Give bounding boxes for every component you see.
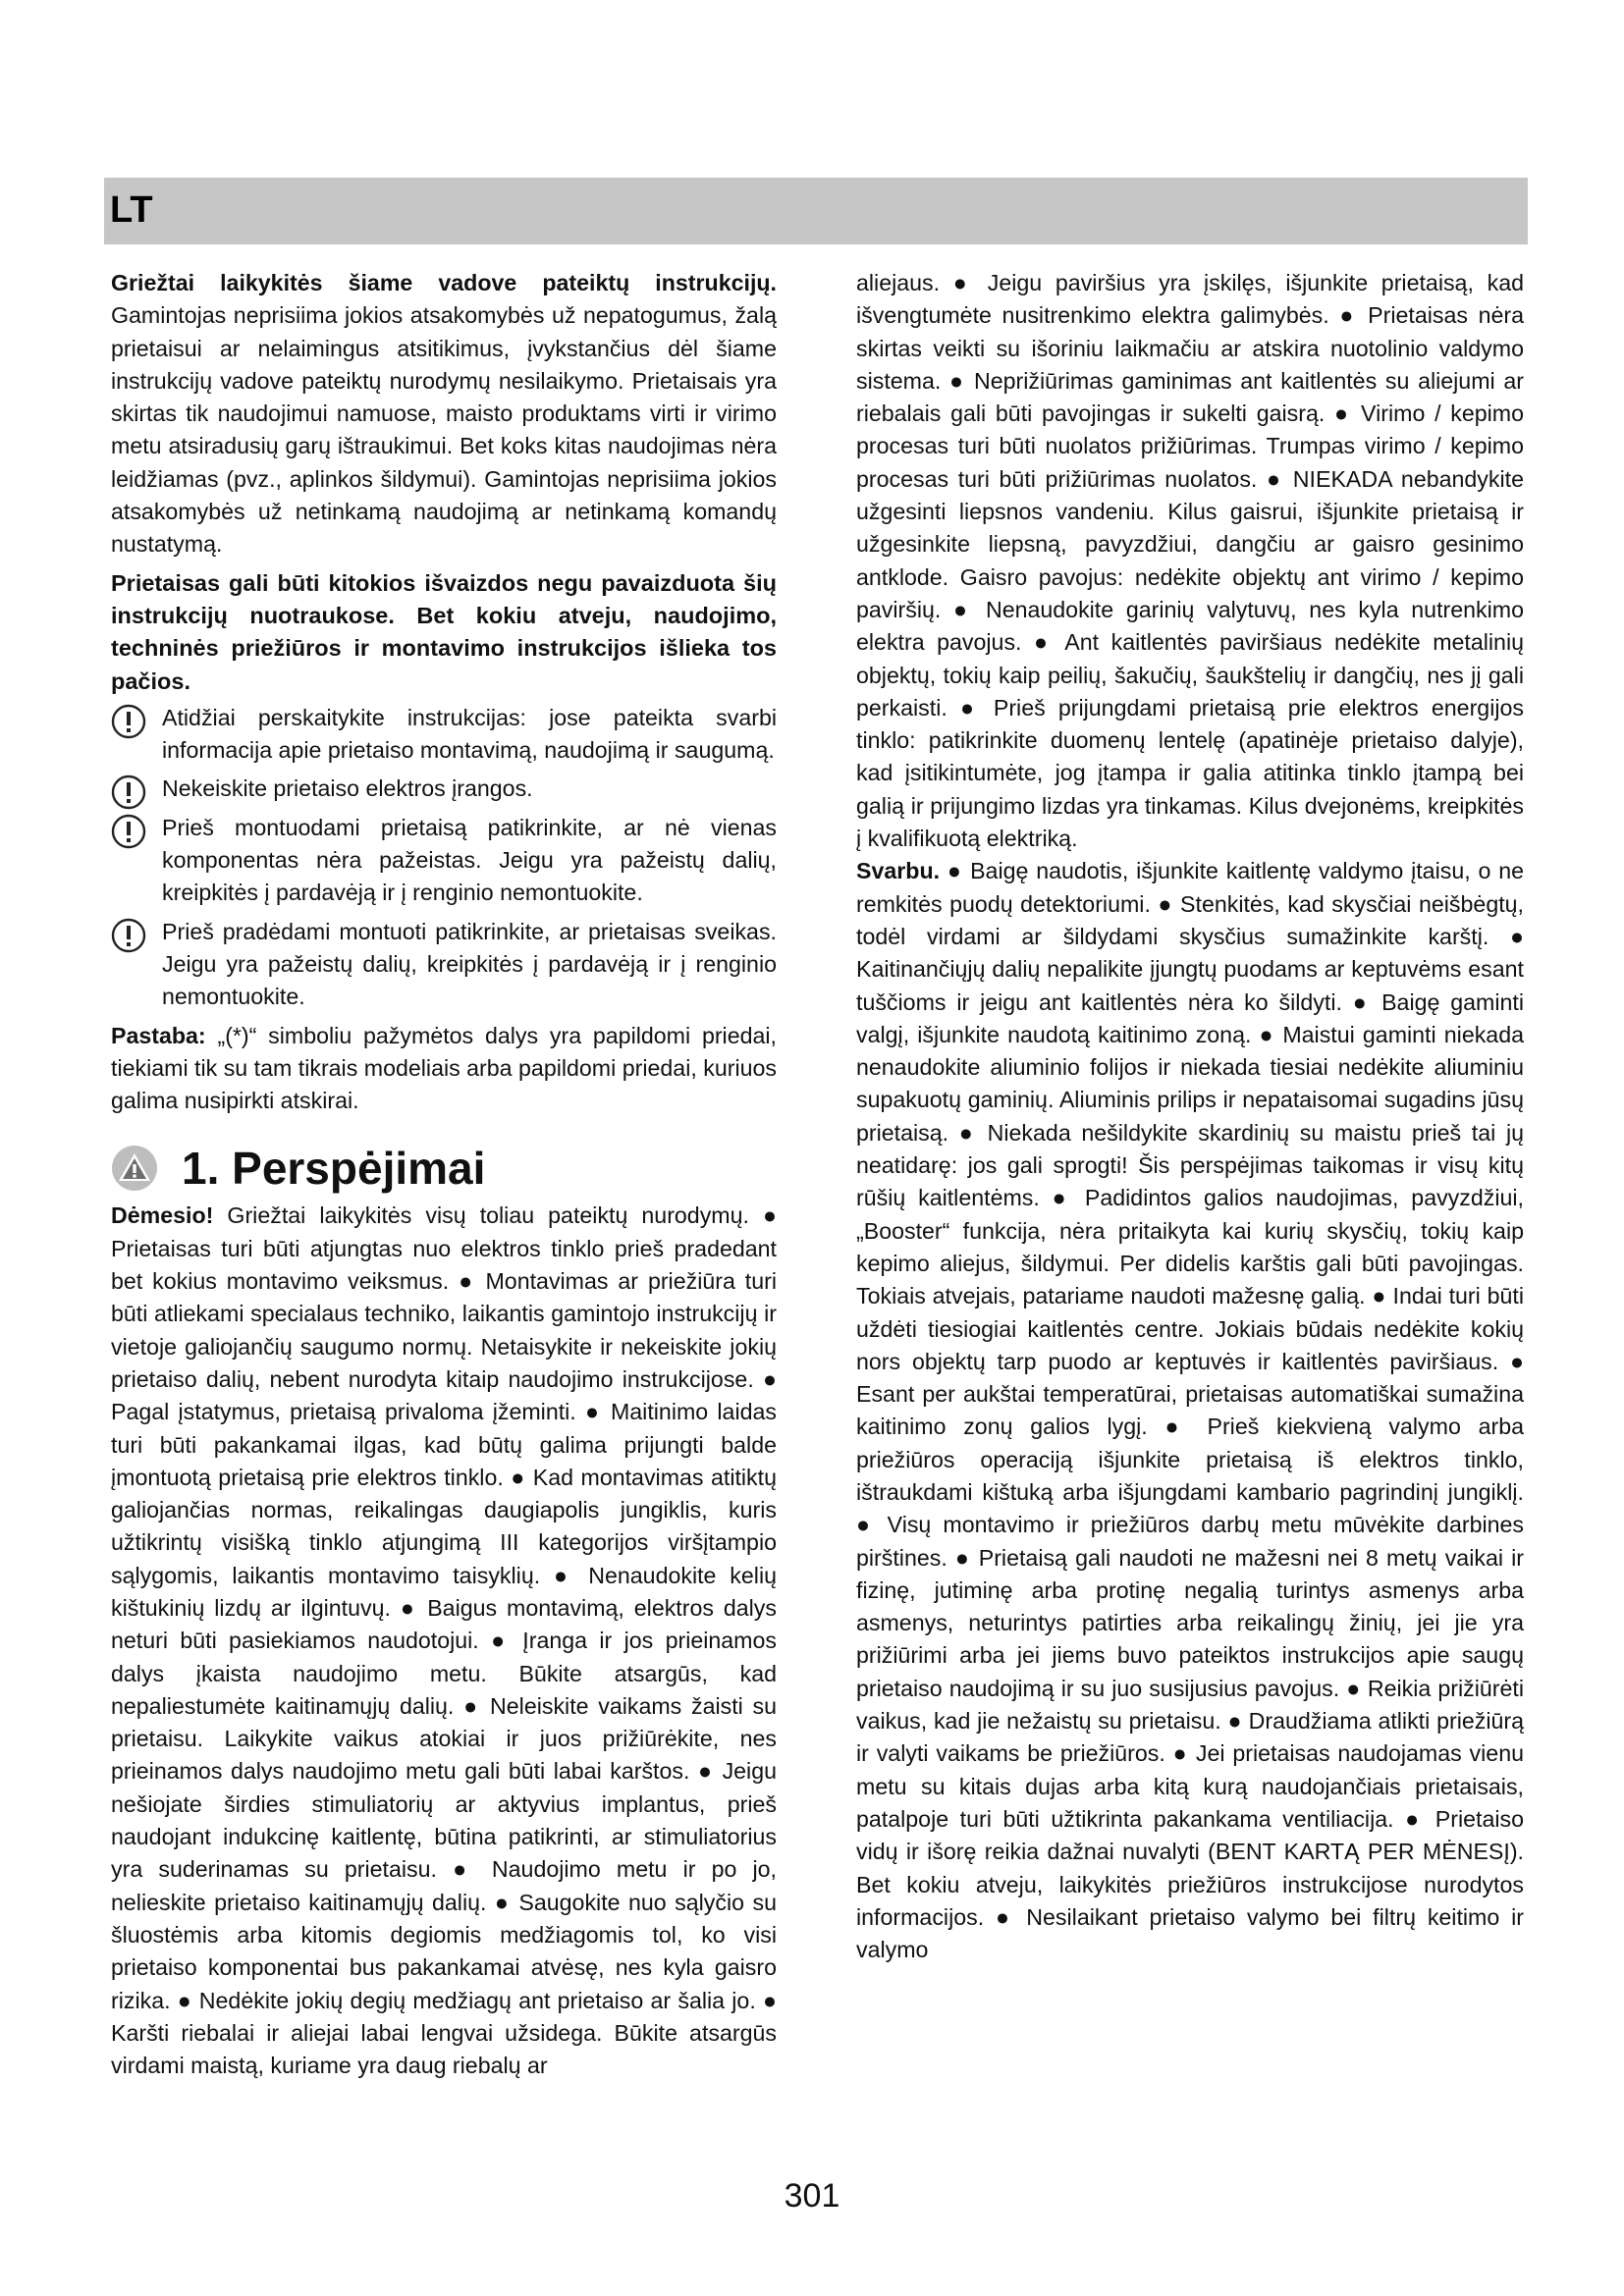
note-text: Prieš montuodami prietaisą patikrinkite, ar nė vienas komponentas nėra pažeistas. Jeigu yra pažeistų dalių, kreipkitės į pardavėją ir į renginio nemontuokite. bbox=[162, 814, 777, 906]
demesio-text: Griežtai laikykitės visų toliau pateiktų nurodymų. ● Prietaisas turi būti atjungtas nuo elektros tinklo prieš pradedant bet kokius montavimo veiksmus. ● Montavimas ar priežiūra turi būti atliekami specialaus techniko, laikantis gamintojo instrukcijų ir vietoje galiojančių saugumo normų. Netaisykite ir nekeiskite jokių prietaiso dalių, nebent nurodyta kitaip naudojimo instrukcijose. ● Pagal įstatymus, prietaisą privaloma įžeminti. ● Maitinimo laidas turi būti pakankamai ilgas, kad būtų galima prijungti balde įmontuotą prietaisą prie elektros tinklo. ● Kad montavimas atitiktų galiojančias normas, reikalingas daugiapolis jungiklis, kuris užtikrintų visišką tinklo atjungimą III kategorijos viršįtampio sąlygomis, laikantis montavimo taisyklių. ● Nenaudokite kelių kištukinių lizdų ar ilgintuvų. ● Baigus montavimą, elektros dalys neturi būti pasiekiamos naudotojui. ● Įranga ir jos prieinamos dalys įkaista naudojimo metu. Būkite atsargūs, kad nepaliestumėte kaitinamųjų dalių. ● Neleiskite vaikams žaisti su prietaisu. Laikykite vaikus atokiai ir juos prižiūrėkite, nes prieinamos dalys naudojimo metu gali būti labai karštos. ● Jeigu nešiojate širdies stimuliatorių ar aktyvius implantus, prieš naudojant indukcinę kaitlentę, būtina patikrinti, ar stimuliatorius yra suderinamas su prietaisu. ● Naudojimo metu ir po jo, nelieskite prietaiso kaitinamųjų dalių. ● Saugokite nuo sąlyčio su šluostėmis arba kitomis degiomis medžiagomis tol, ko visi prietaiso komponentai bus pakankamai atvėsę, nes kyla gaisro rizika. ● Nedėkite jokių degių medžiagų ant prietaiso ar šalia jo. ● Karšti riebalai ir aliejai labai lengvai užsidega. Būkite atsargūs virdami maistą, kuriame yra daug riebalų ar bbox=[111, 1202, 777, 2079]
info-circle-icon bbox=[111, 918, 146, 953]
note-text: Nekeiskite prietaiso elektros įrangos. bbox=[162, 775, 533, 802]
svarbu-paragraph bbox=[856, 855, 1524, 1966]
language-header-bar bbox=[104, 178, 1528, 244]
svarbu-text: ● Baigę naudotis, išjunkite kaitlentę valdymo įtaisu, o ne remkitės puodų detektoriumi. ● Stenkitės, kad skysčiai neišbėgtų, todėl virdami ar šildydami skysčius sumažinkite karštį. ● Kaitinančiųjų dalių nepalikite įjungtų puodams ar keptuvėms esant tuščioms ir jeigu ant kaitlentės nėra ko šildyti. ● Baigę gaminti valgį, išjunkite naudotą kaitinimo zoną. ● Maistui gaminti niekada nenaudokite aliuminio folijos ir niekada tiesiai nedėkite aliuminiu supakuotų gaminių. Aliuminis prilips ir nepataisomai sugadins jūsų prietaisą. ● Niekada nešildykite skardinių su maistu prieš tai jų neatidarę: jos gali sprogti! Šis perspėjimas taikomas ir visų kitų rūšių kaitlentėms. ● Padidintos galios naudojimas, pavyzdžiui, „Booster“ funkcija, nėra pritaikyta kai kurių skysčių, tokių kaip kepimo aliejus, šildymui. Per didelis karštis gali būti pavojingas. Tokiais atvejais, patariame naudoti mažesnę galią. ● Indai turi būti uždėti tiesiogiai kaitlentės centre. Jokiais būdais nedėkite kokių nors objektų tarp puodo ar keptuvės ir kaitlentės paviršiaus. ● Esant per aukštai temperatūrai, prietaisas automatiškai sumažina kaitinimo zonų galios lygį. ● Prieš kiekvieną valymo arba priežiūros operaciją išjunkite prietaisą iš elektros tinklo, ištraukdami kištuką arba išjungdami kambario pagrindinį jungiklį. ● Visų montavimo ir priežiūros darbų metu mūvėkite darbines pirštines. ● Prietaisą gali naudoti ne mažesni nei 8 metų vaikai ir fizinę, jutiminę arba protinę negalią turintys asmenys arba asmenys, neturintys patirties arba reikalingų žinių, jei jie yra prižiūrimi arba jei jiems buvo pateiktos instrukcijos apie saugų prietaiso naudojimą ir su juo susijusius pavojus. ● Reikia prižiūrėti vaikus, kad jie nežaistų su prietaisu. ● Draudžiama atlikti priežiūrą ir valyti vaikams be priežiūros. ● Jei prietaisas naudojamas vienu metu su kitais dujas arba kitą kurą naudojančiais prietaisais, patalpoje turi būti užtikrinta pakankama ventiliacija. ● Prietaiso vidų ir išorę reikia dažnai nuvalyti (BENT KARTĄ PER MĖNESĮ). Bet kokiu atveju, laikykitės priežiūros instrukcijose nurodytos informacijos. ● Nesilaikant prietaiso valymo bei filtrų keitimo ir valymo bbox=[856, 858, 1524, 1963]
note-item bbox=[111, 812, 777, 910]
left-column bbox=[111, 267, 777, 2082]
intro-paragraph bbox=[111, 267, 777, 561]
pastaba-paragraph bbox=[111, 1020, 777, 1118]
pastaba-label: Pastaba: bbox=[111, 1022, 206, 1048]
note-item bbox=[111, 702, 777, 768]
note-item bbox=[111, 773, 777, 805]
demesio-label: Dėmesio! bbox=[111, 1202, 214, 1229]
appearance-note: Prietaisas gali būti kitokios išvaizdos negu pavaizduota šių instrukcijų nuotraukose. Bet kokiu atveju, naudojimo, techninės priežiūros ir montavimo instrukcijos išlieka tos pačios. bbox=[111, 569, 777, 694]
note-text: Prieš pradėdami montuoti patikrinkite, ar prietaisas sveikas. Jeigu yra pažeistų dalių, kreipkitės į pardavėją ir į renginio nemontuokite. bbox=[162, 918, 777, 1010]
language-code: LT bbox=[110, 189, 153, 231]
warnings-paragraph bbox=[111, 1200, 777, 2082]
pastaba-text: „(*)“ simboliu pažymėtos dalys yra papildomi priedai, tiekiami tik su tam tikrais modeliais arba papildomi priedai, kuriuos galima nusipirkti atskirai. bbox=[111, 1022, 777, 1114]
note-item bbox=[111, 916, 777, 1014]
intro-text: Gamintojas neprisiima jokios atsakomybės už nepatogumus, žalą prietaisui ar nelaimingus atsitikimus, įvykstančius dėl šiame instrukcijų vadove pateiktų nurodymų nesilaikymo. Prietaisais yra skirtas tik naudojimui namuose, maisto produktams virti ir virimo metu atsiradusių garų ištraukimui. Bet koks kitas naudojimas nėra leidžiamas (pvz., aplinkos šildymui). Gamintojas neprisiima jokios atsakomybės už netinkamą naudojimą ar netinkamą komandų nustatymą. bbox=[111, 302, 777, 558]
section-heading bbox=[111, 1143, 777, 1194]
right-paragraph-1: aliejaus. ● Jeigu paviršius yra įskilęs, išjunkite prietaisą, kad išvengtumėte nusitrenkimo elektra galimybės. ● Prietaisas nėra skirtas veikti su išoriniu laikmačiu ar atskira nuotolinio valdymo sistema. ● Neprižiūrimas gaminimas ant kaitlentės su aliejumi ar riebalais gali būti pavojingas ir sukelti gaisrą. ● Virimo / kepimo procesas turi būti nuolatos prižiūrimas. Trumpas virimo / kepimo procesas turi būti prižiūrimas nuolatos. ● NIEKADA nebandykite užgesinti liepsnos vandeniu. Kilus gaisrui, išjunkite prietaisą ir užgesinkite liepsną, pavyzdžiui, dangčiu ar gaisro gesinimo antklode. Gaisro pavojus: nedėkite objektų ant virimo / kepimo paviršių. ● Nenaudokite garinių valytuvų, nes kyla nutrenkimo elektra pavojus. ● Ant kaitlentės paviršiaus nedėkite metalinių objektų, tokių kaip peilių, šakučių, šaukštelių ir dangčių, nes jį gali perkaisti. ● Prieš prijungdami prietaisą prie elektros energijos tinklo: patikrinkite duomenų lentelę (apatinėje prietaiso dalyje), kad įsitikintumėte, jog įtampa ir galia atitinka tinklo įtampą bei galią ir prijungimo lizdas yra tinkamas. Kilus dvejonėms, kreipkitės į kvalifikuotą elektriką. bbox=[856, 270, 1524, 852]
info-circle-icon bbox=[111, 814, 146, 849]
note-text: Atidžiai perskaitykite instrukcijas: jose pateikta svarbi informacija apie prietaiso montavimą, naudojimą ir saugumą. bbox=[162, 704, 777, 764]
right-column bbox=[856, 267, 1524, 1966]
page-number: 301 bbox=[784, 2177, 840, 2215]
warning-triangle-icon bbox=[111, 1145, 158, 1192]
svarbu-label: Svarbu. bbox=[856, 858, 941, 884]
intro-bold: Griežtai laikykitės šiame vadove pateiktų instrukcijų. bbox=[111, 270, 777, 295]
section-title: 1. Perspėjimai bbox=[182, 1143, 486, 1195]
info-circle-icon bbox=[111, 704, 146, 739]
info-circle-icon bbox=[111, 774, 146, 810]
